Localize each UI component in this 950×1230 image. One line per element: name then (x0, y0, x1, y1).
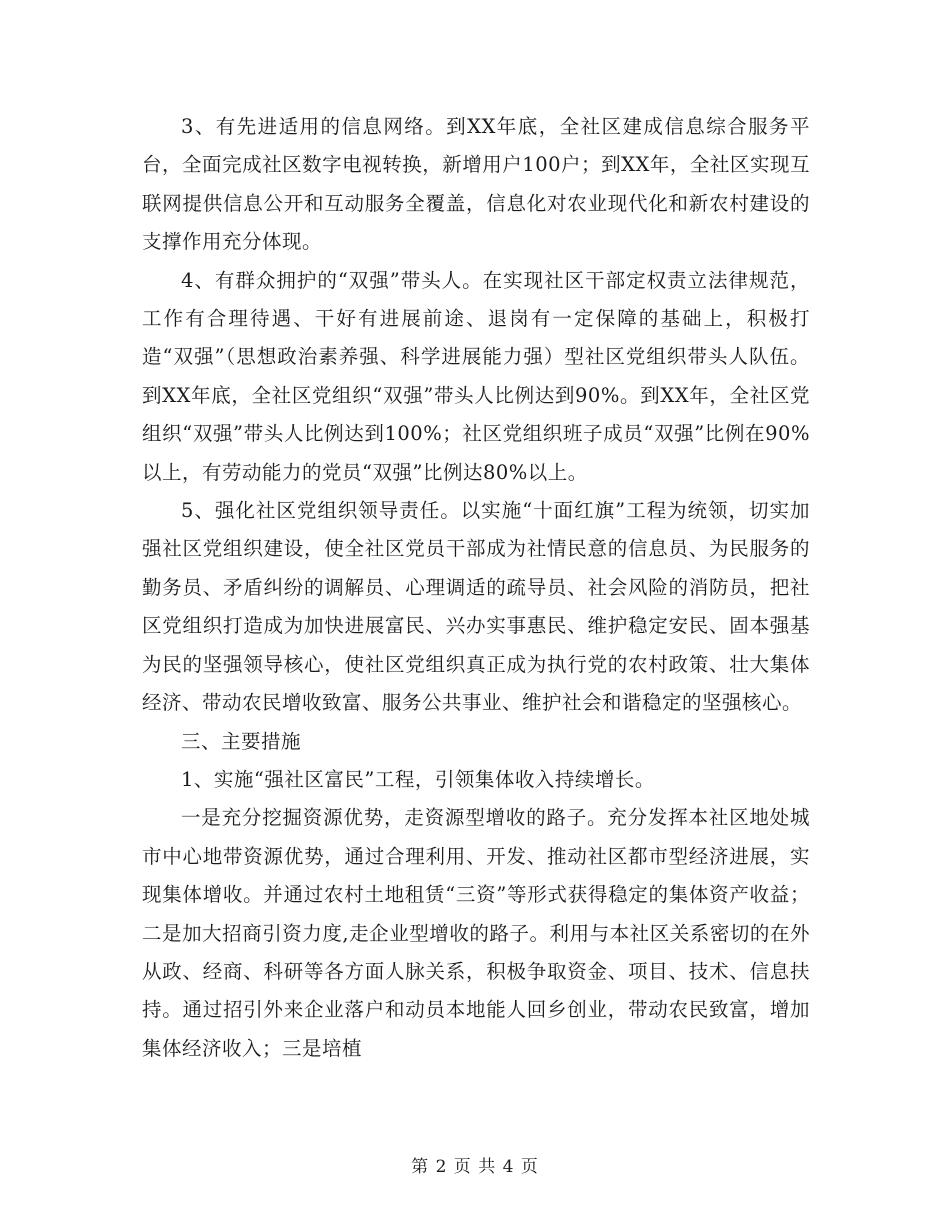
paragraph-party-leadership: 5、强化社区党组织领导责任。以实施“十面红旗”工程为统领，切实加强社区党组织建设，使全社区党员干部成为社情民意的信息员、为民服务的勤务员、矛盾纠纷的调解员、心理调适的疏导员、社会风险的消防员，把社区党组织打造成为加快进展富民、兴办实事惠民、维护稳定安民、固本强基为民的坚强领导核心，使社区党组织真正成为执行党的农村政策、壮大集体经济、带动农民增收致富、服务公共事业、维护社会和谐稳定的坚强核心。 (142, 499, 810, 715)
paragraph-double-strong-leaders: 4、有群众拥护的“双强”带头人。在实现社区干部定权责立法律规范，工作有合理待遇、干好有进展前途、退岗有一定保障的基础上，积极打造“双强”（思想政治素养强、科学进展能力强）型社区党组织带头人队伍。到XX年底，全社区党组织“双强”带头人比例达到90%。到XX年，全社区党组织“双强”带头人比例达到100%；社区党组织班子成员“双强”比例在90%以上，有劳动能力的党员“双强”比例达80%以上。 (142, 268, 810, 484)
document-body (142, 108, 810, 1068)
page-number-footer: 第 2 页 共 4 页 (411, 1157, 539, 1177)
paragraph-strong-community-project: 1、实施“强社区富民”工程，引领集体收入持续增长。 (181, 767, 655, 791)
paragraph-resource-advantages: 一是充分挖掘资源优势，走资源型增收的路子。充分发挥本社区地处城市中心地带资源优势，通过合理利用、开发、推动社区都市型经济进展，实现集体增收。并通过农村土地租赁“三资”等形式获得稳定的集体资产收益；二是加大招商引资力度,走企业型增收的路子。利用与本社区关系密切的在外从政、经商、科研等各方面人脉关系，积极争取资金、项目、技术、信息扶持。通过招引外来企业落户和动员本地能人回乡创业，带动农民致富，增加集体经济收入；三是培植 (142, 806, 810, 1060)
section-heading-main-measures: 三、主要措施 (181, 729, 302, 753)
paragraph-information-network: 3、有先进适用的信息网络。到XX年底，全社区建成信息综合服务平台，全面完成社区数字电视转换，新增用户100户；到XX年，全社区实现互联网提供信息公开和互动服务全覆盖，信息化对农业现代化和新农村建设的支撑作用充分体现。 (142, 115, 810, 254)
